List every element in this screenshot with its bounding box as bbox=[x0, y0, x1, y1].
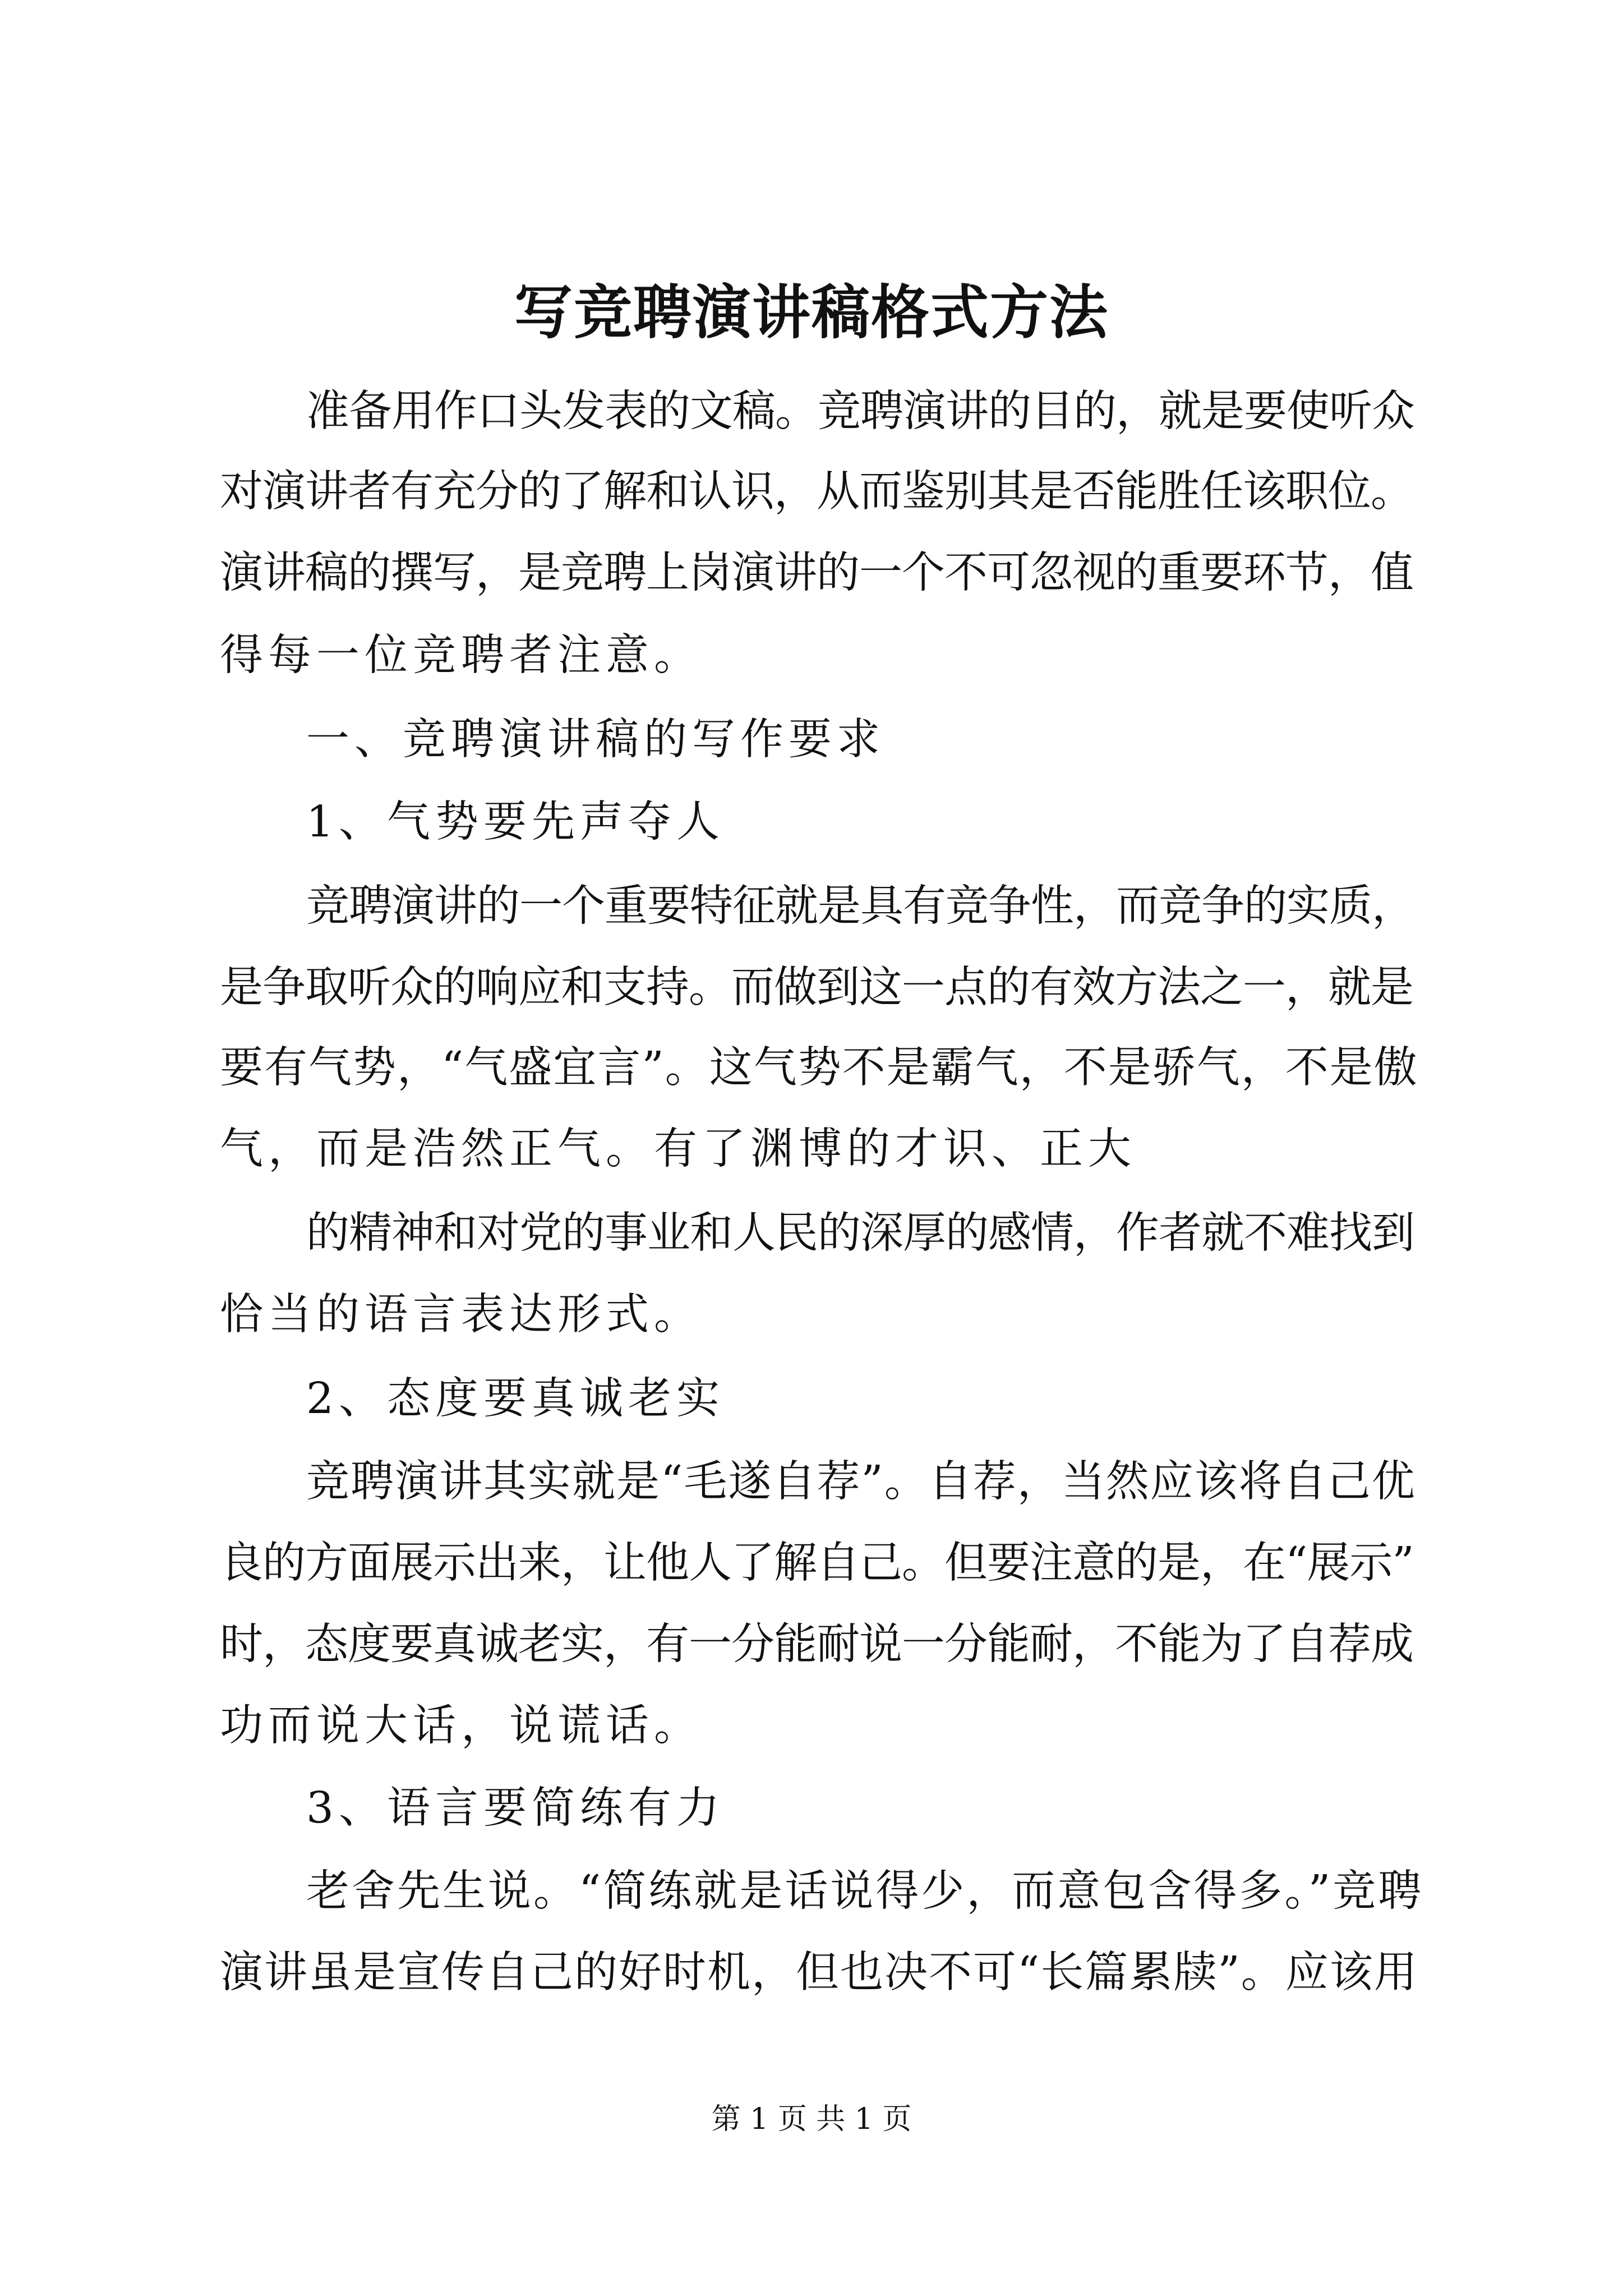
paragraph-line: 竞聘演讲的一个重要特征就是具有竞争性，而竞争的实质， bbox=[306, 881, 1414, 931]
document-title: 写竞聘演讲稿格式方法 bbox=[514, 278, 1109, 347]
paragraph-line: 演讲稿的撰写，是竞聘上岗演讲的一个不可忽视的重要环节，值 bbox=[220, 548, 1413, 598]
paragraph-line: 老舍先生说。“简练就是话说得少，而意包含得多。”竞聘 bbox=[306, 1866, 1424, 1916]
section-heading: 一、竞聘演讲稿的写作要求 bbox=[306, 715, 885, 765]
paragraph-line: 竞聘演讲其实就是“毛遂自荐”。自荐，当然应该将自己优 bbox=[306, 1457, 1416, 1507]
paragraph-line: 功而说大话，说谎话。 bbox=[220, 1701, 702, 1751]
paragraph-line: 得每一位竞聘者注意。 bbox=[220, 631, 702, 680]
subsection-heading: 2、态度要真诚老实 bbox=[306, 1374, 725, 1424]
paragraph-line: 准备用作口头发表的文稿。竞聘演讲的目的，就是要使听众 bbox=[306, 386, 1414, 436]
paragraph-line: 是争取听众的响应和支持。而做到这一点的有效方法之一，就是 bbox=[220, 963, 1413, 1013]
paragraph-line: 演讲虽是宣传自己的好时机，但也决不可“长篇累牍”。应该用 bbox=[220, 1948, 1418, 1998]
paragraph-line: 对演讲者有充分的了解和认识，从而鉴别其是否能胜任该职位。 bbox=[220, 467, 1413, 517]
paragraph-line: 良的方面展示出来，让他人了解自己。但要注意的是，在“展示” bbox=[220, 1538, 1414, 1588]
paragraph-line: 的精神和对党的事业和人民的深厚的感情，作者就不难找到 bbox=[306, 1208, 1414, 1258]
paragraph-line: 要有气势，“气盛宜言”。这气势不是霸气，不是骄气，不是傲 bbox=[220, 1043, 1418, 1093]
paragraph-line: 恰当的语言表达形式。 bbox=[220, 1290, 702, 1340]
subsection-heading: 3、语言要简练有力 bbox=[306, 1783, 725, 1833]
subsection-heading: 1、气势要先声夺人 bbox=[306, 797, 725, 847]
page-footer: 第 1 页 共 1 页 bbox=[711, 2102, 912, 2136]
paragraph-line: 气，而是浩然正气。有了渊博的才识、正大 bbox=[220, 1124, 1136, 1174]
paragraph-line: 时，态度要真诚老实，有一分能耐说一分能耐，不能为了自荐成 bbox=[220, 1619, 1413, 1669]
